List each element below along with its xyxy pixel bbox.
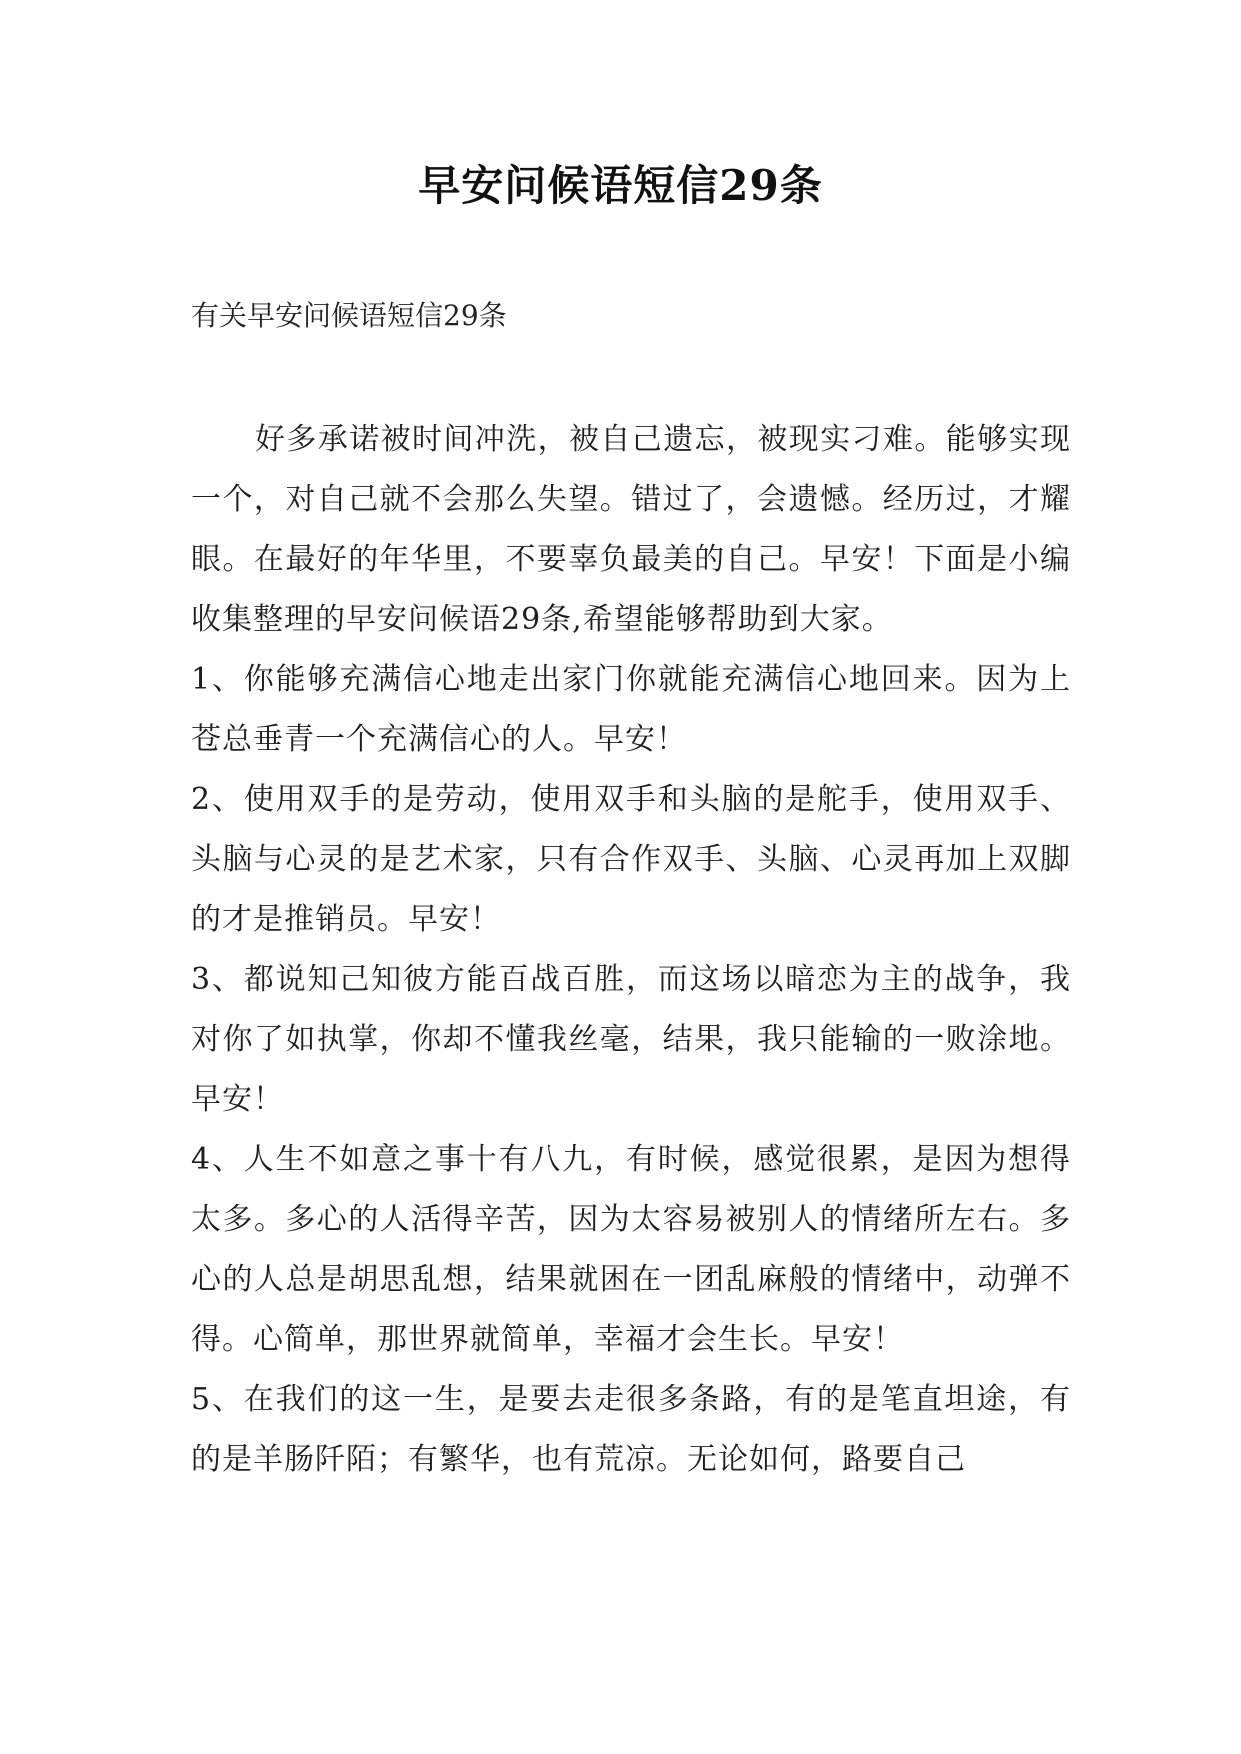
document-body [191, 410, 1071, 1490]
list-item: 4、人生不如意之事十有八九，有时候，感觉很累，是因为想得太多。多心的人活得辛苦，因为太容易被别人的情绪所左右。多心的人总是胡思乱想，结果就困在一团乱麻般的情绪中，动弹不得。心简单，那世界就简单，幸福才会生长。早安！ [191, 1142, 1071, 1357]
intro-paragraph: 好多承诺被时间冲洗，被自己遗忘，被现实刁难。能够实现一个，对自己就不会那么失望。错过了，会遗憾。经历过，才耀眼。在最好的年华里，不要辜负最美的自己。早安！下面是小编收集整理的早安问候语29条,希望能够帮助到大家。 [191, 422, 1071, 637]
list-item: 2、使用双手的是劳动，使用双手和头脑的是舵手，使用双手、头脑与心灵的是艺术家，只有合作双手、头脑、心灵再加上双脚的才是推销员。早安！ [191, 782, 1071, 937]
list-item: 5、在我们的这一生，是要去走很多条路，有的是笔直坦途，有的是羊肠阡陌；有繁华，也有荒凉。无论如何，路要自己 [191, 1382, 1071, 1477]
document-title: 早安问候语短信29条 [418, 161, 823, 210]
list-item: 1、你能够充满信心地走出家门你就能充满信心地回来。因为上苍总垂青一个充满信心的人。早安！ [191, 662, 1071, 757]
list-item: 3、都说知己知彼方能百战百胜，而这场以暗恋为主的战争，我对你了如执掌，你却不懂我丝毫，结果，我只能输的一败涂地。早安！ [191, 962, 1071, 1117]
document-subtitle: 有关早安问候语短信29条 [191, 299, 507, 332]
